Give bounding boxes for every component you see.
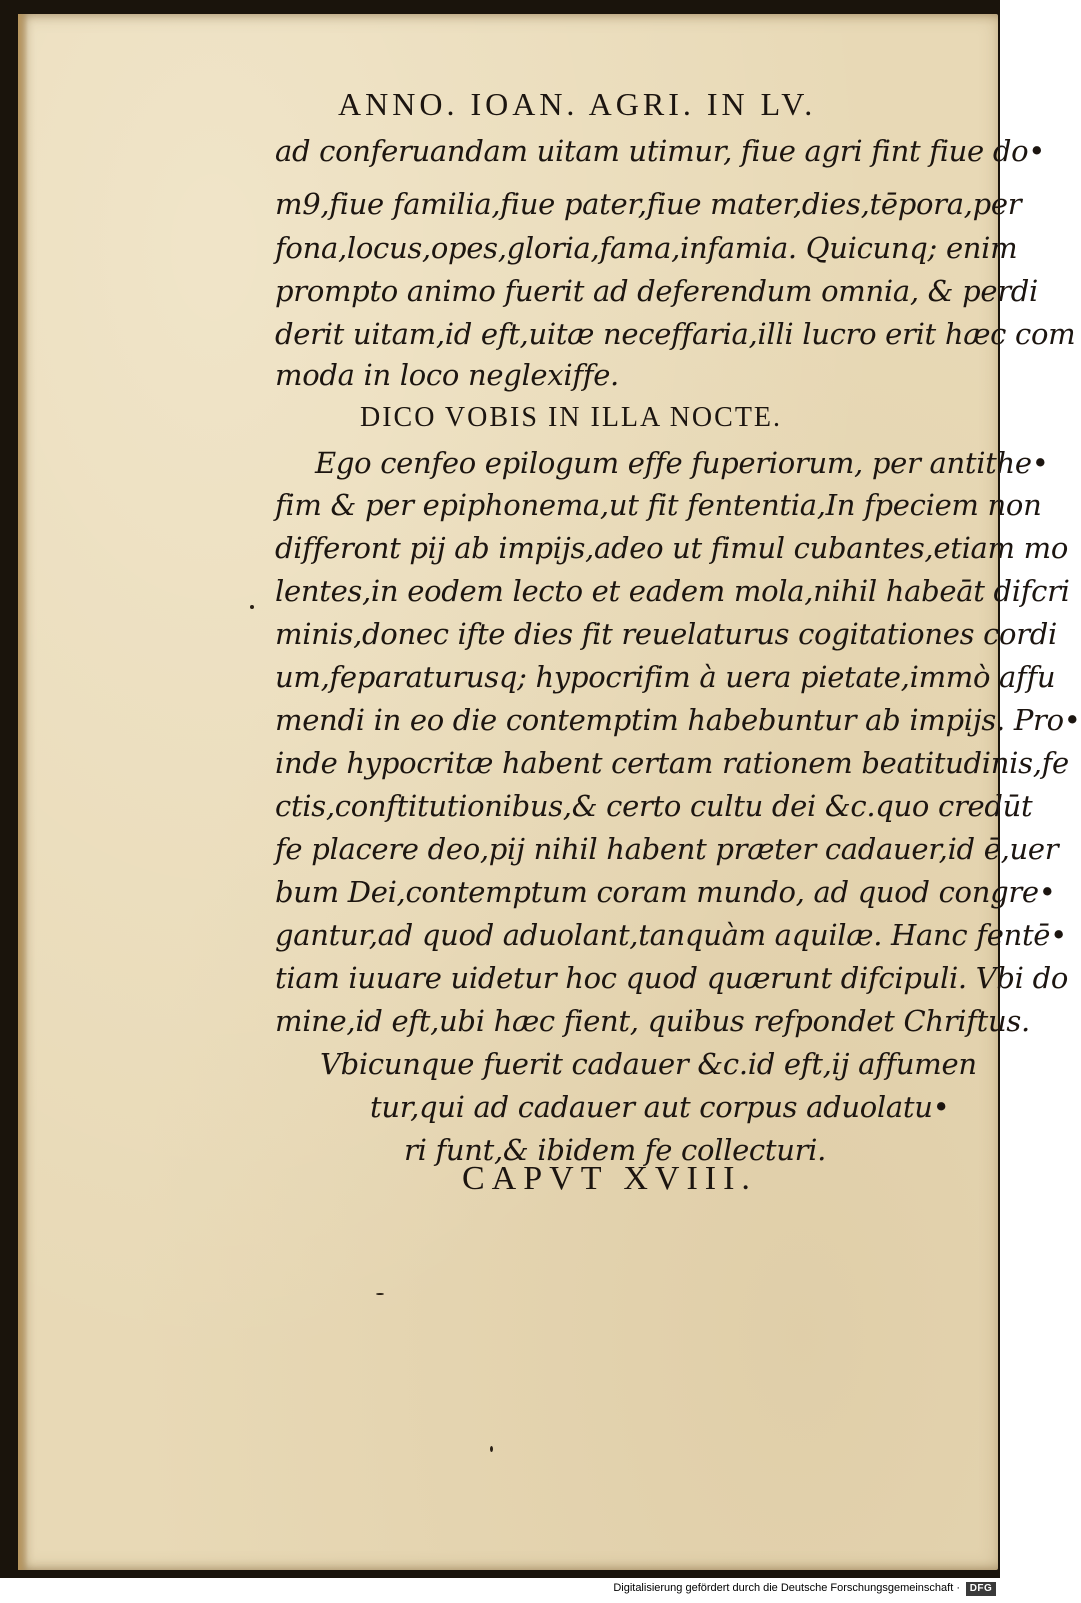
dfg-logo-icon: DFG xyxy=(966,1582,996,1596)
text-line: Ego cenfeo epilogum effe fuperiorum, per antithe• xyxy=(315,446,1049,480)
text-line: prompto animo fuerit ad deferendum omnia, & perdi xyxy=(275,274,1039,308)
text-line: bum Dei,contemptum coram mundo, ad quod congre• xyxy=(275,875,1056,909)
text-line: um,feparaturusq; hypocrifim à uera pietate,immò affu xyxy=(275,660,1056,694)
text-line: m9,fiue familia,fiue pater,fiue mater,dies,tēpora,per xyxy=(275,187,1022,221)
text-line: Vbicunque fuerit cadauer &c.id eft,ij affumen xyxy=(320,1047,977,1081)
section-heading: DICO VOBIS IN ILLA NOCTE. xyxy=(360,402,783,433)
text-line: moda in loco neglexiffe. xyxy=(275,358,619,392)
text-line: mendi in eo die contemptim habebuntur ab impijs. Pro• xyxy=(275,703,1081,737)
text-line: gantur,ad quod aduolant,tanquàm aquilæ. Hanc fentē• xyxy=(275,918,1067,952)
text-line: ctis,conftitutionibus,& certo cultu dei &c.quo credūt xyxy=(275,789,1033,823)
text-line: fe placere deo,pij nihil habent præter cadauer,id ē,uer xyxy=(275,832,1059,866)
text-line: differont pij ab impijs,adeo ut fimul cubantes,etiam mo xyxy=(275,531,1069,565)
paper-speck xyxy=(250,605,254,609)
text-line: lentes,in eodem lecto et eadem mola,nihil habeāt difcri xyxy=(275,574,1070,608)
text-line: ad conferuandam uitam utimur, fiue agri fint fiue do• xyxy=(275,134,1046,168)
paper-speck xyxy=(490,1446,493,1452)
footer-credit: Digitalisierung gefördert durch die Deutsche Forschungsgemeinschaft · xyxy=(613,1582,960,1594)
text-line: tur,qui ad cadauer aut corpus aduolatu• xyxy=(370,1090,950,1124)
text-line: derit uitam,id eft,uitæ neceffaria,illi lucro erit hæc com xyxy=(275,317,1076,351)
digitization-footer xyxy=(0,1578,1000,1603)
running-head: ANNO. IOAN. AGRI. IN LV. xyxy=(338,86,817,122)
text-line: ri funt,& ibidem fe collecturi. xyxy=(404,1133,827,1167)
text-line: fim & per epiphonema,ut fit fententia,In fpeciem non xyxy=(275,488,1042,522)
text-line: fona,locus,opes,gloria,fama,infamia. Quicunq; enim xyxy=(275,231,1018,265)
text-line: tiam iuuare uidetur hoc quod quærunt difcipuli. Vbi do xyxy=(275,961,1068,995)
chapter-heading: CAPVT XVIII. xyxy=(462,1160,757,1197)
text-line: mine,id eft,ubi hæc fient, quibus refpondet Chriftus. xyxy=(275,1004,1030,1038)
text-line: inde hypocritæ habent certam rationem beatitudinis,fe xyxy=(275,746,1069,780)
text-line: minis,donec ifte dies fit reuelaturus cogitationes cordi xyxy=(275,617,1057,651)
paper-speck xyxy=(376,1293,384,1295)
